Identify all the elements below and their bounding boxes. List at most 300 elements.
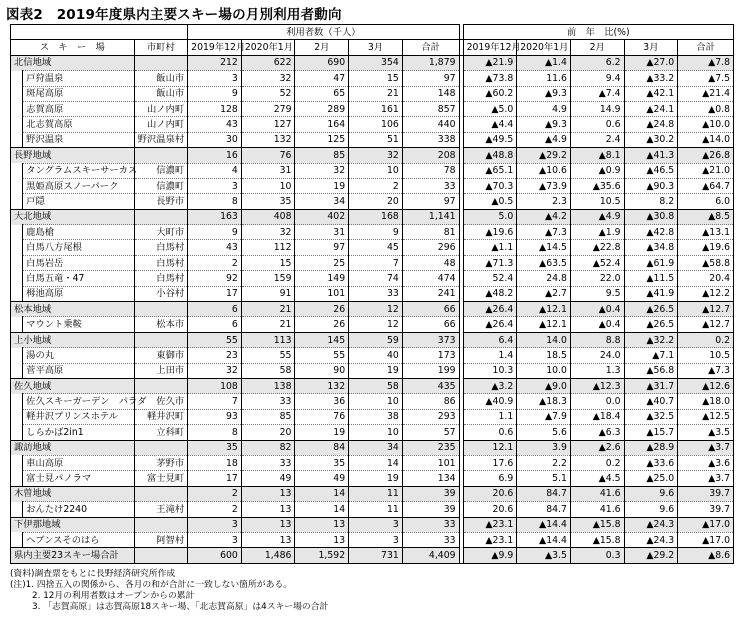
ratio-value: ▲21.9 [463, 55, 517, 70]
usage-value: 279 [241, 101, 295, 116]
header-ratio-month: 2019年12月 [463, 40, 517, 55]
ratio-value: 0.6 [463, 425, 517, 440]
table-row [11, 425, 734, 440]
usage-value: 149 [295, 271, 349, 286]
ratio-value: ▲9.9 [463, 548, 517, 563]
usage-value: 15 [349, 71, 403, 86]
ratio-value: ▲32.5 [624, 409, 678, 424]
ratio-value: ▲48.8 [463, 148, 517, 163]
usage-value: 39 [402, 486, 459, 501]
municipality-cell [134, 302, 188, 317]
usage-value: 30 [188, 132, 242, 147]
resort-name: おんたけ2240 [23, 502, 134, 517]
municipality-cell: 阿智村 [134, 532, 188, 547]
table-row [11, 409, 734, 424]
usage-value: 21 [241, 317, 295, 332]
ratio-value: ▲12.1 [517, 317, 571, 332]
usage-value: 16 [188, 148, 242, 163]
region-row [11, 440, 734, 455]
ratio-value: ▲73.9 [517, 178, 571, 193]
usage-value: 40 [349, 348, 403, 363]
ratio-value: ▲71.3 [463, 255, 517, 270]
ratio-value: ▲63.5 [517, 255, 571, 270]
resort-name: 湯の丸 [23, 348, 134, 363]
usage-value: 19 [295, 178, 349, 193]
ratio-value: ▲7.1 [624, 348, 678, 363]
region-row [11, 55, 734, 70]
ratio-value: ▲29.2 [624, 548, 678, 563]
ratio-value: 9.5 [570, 286, 624, 301]
indent-cell [11, 317, 23, 332]
usage-value: 2 [188, 502, 242, 517]
ratio-value: ▲9.3 [517, 117, 571, 132]
ratio-value: ▲4.9 [570, 209, 624, 224]
ratio-value: 6.0 [678, 194, 734, 209]
usage-value: 2 [349, 178, 403, 193]
usage-value: 7 [188, 394, 242, 409]
ratio-value: 6.2 [570, 55, 624, 70]
usage-value: 76 [241, 148, 295, 163]
ratio-value: ▲40.9 [463, 394, 517, 409]
ratio-value: ▲73.8 [463, 71, 517, 86]
usage-value: 8 [188, 425, 242, 440]
indent-cell [11, 363, 23, 378]
municipality-cell: 小谷村 [134, 286, 188, 301]
usage-value: 66 [402, 317, 459, 332]
ratio-value: ▲42.8 [624, 225, 678, 240]
usage-value: 36 [295, 394, 349, 409]
usage-value: 128 [188, 101, 242, 116]
ratio-value: ▲24.3 [624, 532, 678, 547]
usage-value: 52 [241, 86, 295, 101]
table-row [11, 286, 734, 301]
usage-value: 132 [295, 378, 349, 393]
ratio-value: ▲24.1 [624, 101, 678, 116]
municipality-cell: 白馬村 [134, 255, 188, 270]
ratio-value: ▲48.2 [463, 286, 517, 301]
ratio-value: ▲7.9 [517, 409, 571, 424]
usage-value: 59 [349, 332, 403, 347]
usage-value: 32 [188, 363, 242, 378]
usage-value: 208 [402, 148, 459, 163]
table-row [11, 394, 734, 409]
table-row [11, 117, 734, 132]
ratio-value: ▲14.0 [678, 132, 734, 147]
resort-name: 志賀高原 [23, 101, 134, 116]
ratio-value: ▲8.5 [678, 209, 734, 224]
usage-value: 31 [295, 225, 349, 240]
ratio-value: ▲90.3 [624, 178, 678, 193]
usage-value: 164 [295, 117, 349, 132]
ratio-value: ▲18.3 [517, 394, 571, 409]
ratio-value: ▲18.0 [678, 394, 734, 409]
usage-value: 13 [241, 517, 295, 532]
region-row [11, 378, 734, 393]
ratio-value: 5.1 [517, 471, 571, 486]
ratio-value: ▲12.1 [517, 302, 571, 317]
header-ratio-month: 3月 [624, 40, 678, 55]
usage-value: 1,486 [241, 548, 295, 563]
ratio-value: ▲40.7 [624, 394, 678, 409]
resort-name: 車山高原 [23, 455, 134, 470]
ratio-value: ▲42.1 [624, 86, 678, 101]
usage-value: 55 [188, 332, 242, 347]
usage-value: 32 [349, 148, 403, 163]
usage-value: 35 [188, 440, 242, 455]
usage-value: 435 [402, 378, 459, 393]
table-row [11, 132, 734, 147]
usage-value: 3 [349, 532, 403, 547]
ratio-value: ▲4.9 [517, 132, 571, 147]
ratio-value: ▲56.8 [624, 363, 678, 378]
usage-value: 9 [349, 225, 403, 240]
ratio-value: 20.4 [678, 271, 734, 286]
ratio-value: 1.4 [463, 348, 517, 363]
usage-value: 9 [188, 225, 242, 240]
usage-value: 31 [241, 163, 295, 178]
usage-value: 19 [349, 471, 403, 486]
ratio-value: 39.7 [678, 502, 734, 517]
usage-value: 1,592 [295, 548, 349, 563]
municipality-cell: 上田市 [134, 363, 188, 378]
ratio-value: ▲21.0 [678, 163, 734, 178]
table-row [11, 101, 734, 116]
usage-value: 74 [349, 271, 403, 286]
resort-name: 白馬五竜・47 [23, 271, 134, 286]
ratio-value: ▲4.5 [570, 471, 624, 486]
usage-value: 3 [188, 517, 242, 532]
indent-cell [11, 178, 23, 193]
resort-name: しらかば2in1 [23, 425, 134, 440]
ratio-value: ▲70.3 [463, 178, 517, 193]
ratio-value: ▲0.9 [570, 163, 624, 178]
ratio-value: ▲12.3 [570, 378, 624, 393]
usage-value: 43 [188, 240, 242, 255]
municipality-cell: 王滝村 [134, 502, 188, 517]
usage-value: 55 [295, 348, 349, 363]
ratio-value: ▲12.5 [678, 409, 734, 424]
usage-value: 235 [402, 440, 459, 455]
ratio-value: 1.3 [570, 363, 624, 378]
usage-value: 731 [349, 548, 403, 563]
usage-value: 199 [402, 363, 459, 378]
ratio-value: 0.3 [570, 548, 624, 563]
header-row-columns [11, 40, 734, 55]
indent-cell [11, 71, 23, 86]
region-name: 佐久地域 [11, 378, 135, 393]
ratio-value: 9.6 [624, 486, 678, 501]
usage-value: 34 [349, 440, 403, 455]
ratio-value: ▲3.7 [678, 440, 734, 455]
table-row [11, 71, 734, 86]
resort-name: 栂池高原 [23, 286, 134, 301]
usage-value: 33 [349, 286, 403, 301]
usage-value: 33 [241, 394, 295, 409]
note-3: 3. 「志賀高原」は志賀高原18スキー場、「北志賀高原」は4スキー場の合計 [32, 602, 329, 612]
table-row [11, 163, 734, 178]
municipality-cell: 富士見町 [134, 471, 188, 486]
table-row [11, 194, 734, 209]
ratio-value: ▲28.9 [624, 440, 678, 455]
ratio-value: 22.0 [570, 271, 624, 286]
usage-value: 58 [349, 378, 403, 393]
usage-value: 6 [188, 302, 242, 317]
ratio-value: ▲3.5 [517, 548, 571, 563]
usage-value: 161 [349, 101, 403, 116]
usage-value: 296 [402, 240, 459, 255]
ratio-value: 8.2 [624, 194, 678, 209]
ratio-value: 14.0 [517, 332, 571, 347]
ratio-value: 1.1 [463, 409, 517, 424]
table-row [11, 471, 734, 486]
table-row [11, 363, 734, 378]
usage-value: 10 [349, 425, 403, 440]
ratio-value: ▲11.5 [624, 271, 678, 286]
usage-value: 34 [295, 194, 349, 209]
ratio-value: 18.5 [517, 348, 571, 363]
usage-value: 7 [349, 255, 403, 270]
ratio-value: 0.0 [570, 394, 624, 409]
usage-value: 440 [402, 117, 459, 132]
table-row [11, 502, 734, 517]
usage-value: 65 [295, 86, 349, 101]
usage-value: 14 [295, 502, 349, 517]
ratio-value: ▲41.9 [624, 286, 678, 301]
usage-value: 3 [349, 517, 403, 532]
header-group-ratio: 前 年 比(%) [463, 25, 733, 40]
table-row [11, 225, 734, 240]
ratio-value: ▲7.4 [570, 86, 624, 101]
ratio-value: ▲15.8 [570, 517, 624, 532]
table-row [11, 317, 734, 332]
usage-value: 108 [188, 378, 242, 393]
usage-value: 32 [241, 71, 295, 86]
usage-value: 39 [402, 502, 459, 517]
indent-cell [11, 194, 23, 209]
ratio-value: ▲5.0 [463, 101, 517, 116]
usage-value: 33 [402, 517, 459, 532]
ratio-value: 20.6 [463, 502, 517, 517]
resort-name: 佐久スキーガーデン パラダ [23, 394, 134, 409]
usage-value: 163 [188, 209, 242, 224]
region-name: 下伊那地域 [11, 517, 135, 532]
ratio-value: ▲4.4 [463, 117, 517, 132]
usage-value: 293 [402, 409, 459, 424]
ratio-value: ▲13.1 [678, 225, 734, 240]
resort-name: 白馬岩岳 [23, 255, 134, 270]
usage-value: 1,879 [402, 55, 459, 70]
total-name: 県内主要23スキー場合計 [11, 548, 135, 563]
usage-value: 474 [402, 271, 459, 286]
header-row-group [11, 25, 734, 40]
ratio-value: ▲8.6 [678, 548, 734, 563]
usage-value: 78 [402, 163, 459, 178]
usage-value: 82 [241, 440, 295, 455]
indent-cell [11, 425, 23, 440]
usage-value: 1,141 [402, 209, 459, 224]
usage-value: 26 [295, 302, 349, 317]
header-municipality: 市町村 [134, 40, 188, 55]
ratio-value: 10.0 [517, 363, 571, 378]
indent-cell [11, 409, 23, 424]
usage-value: 45 [349, 240, 403, 255]
region-row [11, 302, 734, 317]
usage-value: 408 [241, 209, 295, 224]
ratio-value: ▲9.0 [517, 378, 571, 393]
resort-name: 鹿島槍 [23, 225, 134, 240]
usage-value: 47 [295, 71, 349, 86]
ratio-value: ▲18.4 [570, 409, 624, 424]
ratio-value: ▲9.3 [517, 86, 571, 101]
indent-cell [11, 271, 23, 286]
ratio-value: 41.6 [570, 502, 624, 517]
usage-value: 19 [295, 425, 349, 440]
ratio-value: ▲19.6 [678, 240, 734, 255]
municipality-cell: 野沢温泉村 [134, 132, 188, 147]
municipality-cell: 佐久市 [134, 394, 188, 409]
table-row [11, 255, 734, 270]
ratio-value: 52.4 [463, 271, 517, 286]
usage-value: 3 [188, 178, 242, 193]
usage-value: 8 [188, 194, 242, 209]
usage-value: 14 [295, 486, 349, 501]
ratio-value: ▲30.2 [624, 132, 678, 147]
usage-value: 13 [241, 532, 295, 547]
indent-cell [11, 163, 23, 178]
indent-cell [11, 471, 23, 486]
usage-value: 20 [349, 194, 403, 209]
ratio-value: ▲24.8 [624, 117, 678, 132]
ratio-value: ▲27.0 [624, 55, 678, 70]
usage-value: 19 [349, 363, 403, 378]
ratio-value: 0.2 [678, 332, 734, 347]
municipality-cell: 大町市 [134, 225, 188, 240]
ratio-value: 24.8 [517, 271, 571, 286]
resort-name: 戸狩温泉 [23, 71, 134, 86]
usage-value: 212 [188, 55, 242, 70]
usage-value: 17 [188, 471, 242, 486]
resort-name: タングラムスキーサーカス [23, 163, 134, 178]
indent-cell [11, 255, 23, 270]
resort-name: 軽井沢プリンスホテル [23, 409, 134, 424]
resort-name: 菅平高原 [23, 363, 134, 378]
ski-usage-table [10, 24, 734, 564]
ratio-value: ▲26.5 [624, 302, 678, 317]
ratio-value: ▲19.6 [463, 225, 517, 240]
indent-cell [11, 286, 23, 301]
usage-value: 14 [349, 455, 403, 470]
usage-value: 600 [188, 548, 242, 563]
usage-value: 43 [188, 117, 242, 132]
usage-value: 134 [402, 471, 459, 486]
usage-value: 35 [295, 455, 349, 470]
usage-value: 159 [241, 271, 295, 286]
ratio-value: 84.7 [517, 502, 571, 517]
usage-value: 48 [402, 255, 459, 270]
region-name: 大北地域 [11, 209, 135, 224]
usage-value: 92 [188, 271, 242, 286]
region-name: 上小地域 [11, 332, 135, 347]
ratio-value: ▲14.4 [517, 532, 571, 547]
municipality-cell: 飯山市 [134, 86, 188, 101]
usage-value: 132 [241, 132, 295, 147]
indent-cell [11, 86, 23, 101]
region-row [11, 148, 734, 163]
ratio-value: ▲7.8 [678, 55, 734, 70]
resort-name: 白馬八方尾根 [23, 240, 134, 255]
ratio-value: ▲1.1 [463, 240, 517, 255]
ratio-value: 39.7 [678, 486, 734, 501]
notes [10, 569, 328, 613]
municipality-cell [134, 332, 188, 347]
usage-value: 148 [402, 86, 459, 101]
ratio-value: 12.1 [463, 440, 517, 455]
ratio-value: ▲3.2 [463, 378, 517, 393]
resort-name: 戸隠 [23, 194, 134, 209]
indent-cell [11, 132, 23, 147]
ratio-value: 11.6 [517, 71, 571, 86]
header-ratio-month: 2月 [570, 40, 624, 55]
usage-value: 145 [295, 332, 349, 347]
ratio-value: ▲25.0 [624, 471, 678, 486]
usage-value: 373 [402, 332, 459, 347]
usage-value: 21 [349, 86, 403, 101]
ratio-value: ▲26.8 [678, 148, 734, 163]
ratio-value: 3.9 [517, 440, 571, 455]
usage-value: 57 [402, 425, 459, 440]
ratio-value: 5.6 [517, 425, 571, 440]
ratio-value: ▲24.3 [624, 517, 678, 532]
ratio-value: ▲15.7 [624, 425, 678, 440]
usage-value: 10 [241, 178, 295, 193]
ratio-value: ▲26.4 [463, 317, 517, 332]
usage-value: 10 [349, 394, 403, 409]
table-row [11, 86, 734, 101]
usage-value: 97 [402, 194, 459, 209]
usage-value: 21 [241, 302, 295, 317]
municipality-cell: 白馬村 [134, 271, 188, 286]
municipality-cell: 長野市 [134, 194, 188, 209]
header-ratio-month: 2020年1月 [517, 40, 571, 55]
ratio-value: ▲22.8 [570, 240, 624, 255]
usage-value: 622 [241, 55, 295, 70]
ratio-value: ▲1.9 [570, 225, 624, 240]
resort-name: 北志賀高原 [23, 117, 134, 132]
usage-value: 49 [295, 471, 349, 486]
page-title: 図表2 2019年度県内主要スキー場の月別利用者動向 [6, 7, 342, 23]
region-row [11, 486, 734, 501]
ratio-value: ▲23.1 [463, 517, 517, 532]
usage-value: 17 [188, 286, 242, 301]
ratio-value: ▲6.3 [570, 425, 624, 440]
usage-value: 90 [295, 363, 349, 378]
usage-value: 2 [188, 486, 242, 501]
ratio-value: ▲2.7 [517, 286, 571, 301]
ratio-value: ▲15.8 [570, 532, 624, 547]
ratio-value: 2.4 [570, 132, 624, 147]
usage-value: 12 [349, 302, 403, 317]
usage-value: 49 [241, 471, 295, 486]
municipality-cell: 飯山市 [134, 71, 188, 86]
ratio-value: 10.5 [678, 348, 734, 363]
usage-value: 85 [295, 148, 349, 163]
usage-value: 241 [402, 286, 459, 301]
resort-name: 斑尾高原 [23, 86, 134, 101]
ratio-value: 84.7 [517, 486, 571, 501]
table-row [11, 532, 734, 547]
ratio-value: 20.6 [463, 486, 517, 501]
ratio-value: 2.2 [517, 455, 571, 470]
